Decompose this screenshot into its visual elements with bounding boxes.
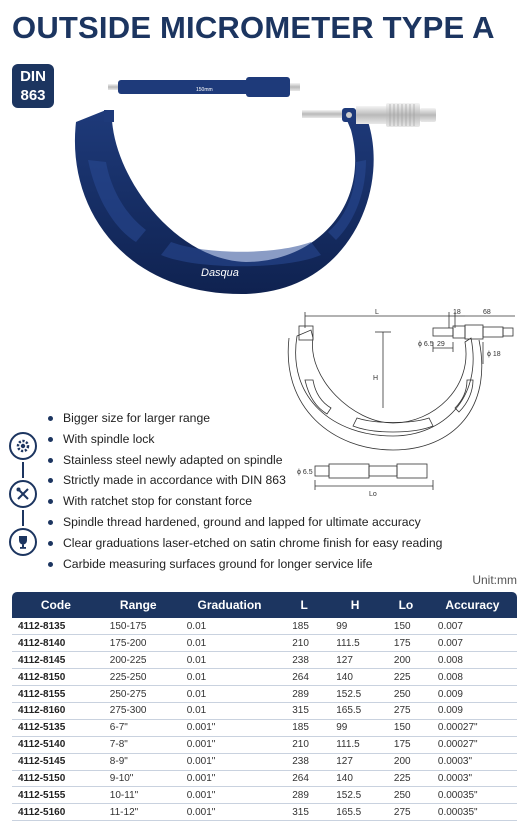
cell-code: 4112-5150 <box>12 770 100 787</box>
cell-graduation: 0.001" <box>177 770 282 787</box>
feature-item: Spindle thread hardened, ground and lapped for ultimate accuracy <box>46 512 442 533</box>
cell-h: 99 <box>326 618 384 635</box>
cell-range: 225-250 <box>100 669 177 686</box>
cell-l: 264 <box>282 770 326 787</box>
cell-code: 4112-5145 <box>12 753 100 770</box>
dim-label-phi65: ϕ 6.5 <box>418 341 434 348</box>
cell-h: 165.5 <box>326 804 384 821</box>
cell-lo: 150 <box>384 618 428 635</box>
cell-accuracy: 0.00035" <box>428 787 517 804</box>
cell-graduation: 0.01 <box>177 669 282 686</box>
din-badge-line1: DIN <box>20 68 46 85</box>
table-row <box>12 669 517 686</box>
cell-accuracy: 0.008 <box>428 669 517 686</box>
cell-range: 8-9" <box>100 753 177 770</box>
cell-code: 4112-8160 <box>12 702 100 719</box>
cell-l: 289 <box>282 686 326 703</box>
cell-graduation: 0.01 <box>177 686 282 703</box>
cell-h: 140 <box>326 770 384 787</box>
col-header-code: Code <box>12 592 100 618</box>
cell-graduation: 0.001" <box>177 753 282 770</box>
dim-label-phi65b: ϕ 6.5 <box>297 469 313 476</box>
cell-l: 315 <box>282 702 326 719</box>
cell-h: 152.5 <box>326 686 384 703</box>
feature-item: Strictly made in accordance with DIN 863 <box>46 470 442 491</box>
brand-logo: Dasqua <box>201 267 239 279</box>
table-row <box>12 652 517 669</box>
table-row <box>12 753 517 770</box>
trophy-icon <box>9 528 37 556</box>
cell-graduation: 0.01 <box>177 618 282 635</box>
cell-code: 4112-8155 <box>12 686 100 703</box>
spec-table <box>12 592 517 821</box>
table-row <box>12 804 517 821</box>
cell-range: 6-7" <box>100 719 177 736</box>
cell-accuracy: 0.00027" <box>428 736 517 753</box>
cell-l: 210 <box>282 736 326 753</box>
col-header-accuracy: Accuracy <box>428 592 517 618</box>
dim-label-18: 18 <box>453 309 461 316</box>
cell-graduation: 0.001" <box>177 736 282 753</box>
table-header-row <box>12 592 517 618</box>
cell-accuracy: 0.009 <box>428 686 517 703</box>
col-header-h: H <box>326 592 384 618</box>
cell-lo: 175 <box>384 736 428 753</box>
cell-code: 4112-8145 <box>12 652 100 669</box>
table-row <box>12 736 517 753</box>
col-header-graduation: Graduation <box>177 592 282 618</box>
page-title: OUTSIDE MICROMETER TYPE A <box>12 10 495 45</box>
cell-l: 315 <box>282 804 326 821</box>
cell-range: 7-8" <box>100 736 177 753</box>
cell-h: 111.5 <box>326 635 384 652</box>
dim-label-29: 29 <box>437 341 445 348</box>
cell-graduation: 0.001" <box>177 719 282 736</box>
cell-h: 127 <box>326 652 384 669</box>
cell-range: 250-275 <box>100 686 177 703</box>
standard-label: 150mm <box>196 87 213 93</box>
cell-accuracy: 0.00035" <box>428 804 517 821</box>
icon-connector <box>22 462 24 478</box>
din-badge-line2: 863 <box>20 87 46 104</box>
cell-l: 185 <box>282 719 326 736</box>
feature-item: Stainless steel newly adapted on spindle <box>46 450 442 471</box>
cell-graduation: 0.001" <box>177 787 282 804</box>
cell-code: 4112-8135 <box>12 618 100 635</box>
cell-range: 275-300 <box>100 702 177 719</box>
cell-code: 4112-5135 <box>12 719 100 736</box>
cell-accuracy: 0.0003" <box>428 770 517 787</box>
cell-l: 210 <box>282 635 326 652</box>
spec-table-body <box>12 618 517 821</box>
cell-lo: 200 <box>384 652 428 669</box>
table-row <box>12 787 517 804</box>
cell-l: 264 <box>282 669 326 686</box>
cell-lo: 275 <box>384 804 428 821</box>
cell-lo: 150 <box>384 719 428 736</box>
cell-h: 99 <box>326 719 384 736</box>
cell-h: 152.5 <box>326 787 384 804</box>
micrometer-photo <box>66 70 446 300</box>
cell-h: 111.5 <box>326 736 384 753</box>
cell-accuracy: 0.00027" <box>428 719 517 736</box>
setting-standard <box>108 77 300 97</box>
col-header-lo: Lo <box>384 592 428 618</box>
cell-l: 289 <box>282 787 326 804</box>
dim-label-L: L <box>375 309 379 316</box>
cell-accuracy: 0.007 <box>428 635 517 652</box>
cell-h: 127 <box>326 753 384 770</box>
dim-label-68: 68 <box>483 309 491 316</box>
cell-lo: 275 <box>384 702 428 719</box>
cell-h: 165.5 <box>326 702 384 719</box>
cell-graduation: 0.01 <box>177 702 282 719</box>
table-row <box>12 686 517 703</box>
cell-lo: 200 <box>384 753 428 770</box>
icon-connector <box>22 510 24 526</box>
cell-graduation: 0.01 <box>177 652 282 669</box>
cell-l: 238 <box>282 753 326 770</box>
feature-list <box>46 408 442 574</box>
feature-item: Clear graduations laser-etched on satin chrome finish for easy reading <box>46 533 442 554</box>
dim-label-phi18: ϕ 18 <box>487 351 501 358</box>
feature-item: Carbide measuring surfaces ground for longer service life <box>46 554 442 575</box>
cell-l: 185 <box>282 618 326 635</box>
cell-graduation: 0.001" <box>177 804 282 821</box>
table-row <box>12 770 517 787</box>
col-header-range: Range <box>100 592 177 618</box>
cell-code: 4112-5140 <box>12 736 100 753</box>
table-row <box>12 635 517 652</box>
din-badge <box>12 64 54 108</box>
cell-range: 9-10" <box>100 770 177 787</box>
cell-code: 4112-8140 <box>12 635 100 652</box>
cell-code: 4112-8150 <box>12 669 100 686</box>
cell-range: 11-12" <box>100 804 177 821</box>
cell-lo: 250 <box>384 787 428 804</box>
tools-icon <box>9 480 37 508</box>
table-row <box>12 719 517 736</box>
cell-lo: 225 <box>384 669 428 686</box>
table-row <box>12 702 517 719</box>
unit-label: Unit:mm <box>472 573 517 587</box>
cell-lo: 250 <box>384 686 428 703</box>
cell-lo: 175 <box>384 635 428 652</box>
dim-label-Lo: Lo <box>369 491 377 498</box>
cell-code: 4112-5160 <box>12 804 100 821</box>
col-header-l: L <box>282 592 326 618</box>
cell-range: 175-200 <box>100 635 177 652</box>
cell-range: 150-175 <box>100 618 177 635</box>
table-row <box>12 618 517 635</box>
cell-graduation: 0.01 <box>177 635 282 652</box>
cell-accuracy: 0.008 <box>428 652 517 669</box>
cell-accuracy: 0.007 <box>428 618 517 635</box>
feature-item: Bigger size for larger range <box>46 408 442 429</box>
cell-lo: 225 <box>384 770 428 787</box>
feature-item: With spindle lock <box>46 429 442 450</box>
cell-h: 140 <box>326 669 384 686</box>
cell-range: 10-11" <box>100 787 177 804</box>
cell-accuracy: 0.009 <box>428 702 517 719</box>
gear-icon <box>9 432 37 460</box>
feature-item: With ratchet stop for constant force <box>46 491 442 512</box>
cell-l: 238 <box>282 652 326 669</box>
cell-range: 200-225 <box>100 652 177 669</box>
cell-code: 4112-5155 <box>12 787 100 804</box>
cell-accuracy: 0.0003" <box>428 753 517 770</box>
dim-label-H: H <box>373 375 379 382</box>
